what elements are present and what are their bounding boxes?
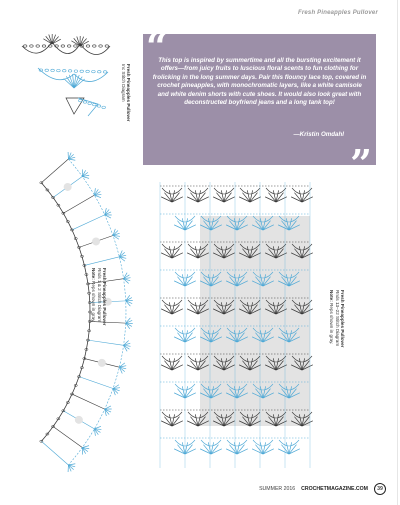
dc-stitch: [41, 441, 68, 465]
dc-stitch: [172, 197, 183, 202]
chain-stitch: [68, 70, 72, 72]
chain-stitch: [105, 45, 109, 47]
chain-stitch: [86, 45, 90, 47]
chain-stitch: [102, 106, 106, 108]
dc-stitch: [88, 340, 124, 345]
dc-stitch: [276, 197, 287, 202]
dc-stitch: [263, 449, 274, 454]
issue-label: SUMMER 2016: [259, 486, 296, 492]
chain-stitch: [74, 45, 78, 47]
dc-stitch: [185, 393, 196, 398]
chain-stitch: [99, 45, 103, 47]
page-footer: [259, 483, 386, 495]
chain-stitch: [86, 70, 90, 72]
chain-stitch: [92, 45, 96, 47]
chain-stitch: [97, 71, 101, 73]
page-number: 39: [374, 483, 386, 495]
chain-stitch: [80, 70, 84, 72]
rep-shading: [75, 416, 83, 424]
dc-stitch: [79, 377, 113, 389]
page-gutter-line: [397, 0, 398, 505]
chain-stitch: [40, 440, 43, 442]
dc-stitch: [63, 195, 94, 213]
open-quote-icon: “: [146, 24, 168, 69]
caption-title: Fresh Pineapples Pullover: [102, 268, 107, 326]
rep-shading: [92, 237, 100, 245]
running-header: Fresh Pineapples Pullover: [297, 10, 378, 16]
foundation-ring: [41, 183, 90, 441]
dc-stitch: [172, 309, 183, 314]
dc-stitch: [211, 449, 222, 454]
inc-stitch-diagram: [18, 28, 130, 128]
dc-stitch: [198, 197, 209, 202]
pull-quote-box: [143, 24, 376, 186]
chain-stitch: [92, 70, 96, 72]
dc-stitch: [172, 365, 183, 370]
chain-stitch: [30, 45, 34, 47]
dc-stitch: [185, 281, 196, 286]
chain-stitch: [40, 182, 43, 184]
chain-stitch: [62, 70, 66, 72]
caption-note-label: Note:: [91, 268, 97, 280]
chain-stitch: [93, 103, 97, 105]
chain-arch: [22, 42, 110, 55]
chain-stitch: [23, 45, 27, 47]
dc-stitch: [185, 449, 196, 454]
pull-quote-author: —Kristin Omdahl: [293, 131, 344, 138]
dc-stitch: [72, 215, 105, 230]
dc-stitch: [80, 38, 87, 46]
chain-stitch: [57, 69, 61, 71]
chain-stitch: [103, 71, 107, 73]
chain-stitch: [42, 45, 46, 47]
chain-stitch: [45, 69, 49, 71]
chain-arch: [78, 98, 98, 116]
chain-stitch: [79, 99, 83, 101]
inc-stitch-caption: [120, 64, 131, 121]
dc-stitch: [172, 253, 183, 258]
dc-stitch: [185, 337, 196, 342]
chain-stitch: [88, 102, 92, 104]
dc-stitch: [224, 197, 235, 202]
dc-stitch: [52, 36, 59, 44]
dc-stitch: [289, 449, 300, 454]
dc-stitch: [46, 36, 52, 44]
caption-subtitle: Rnds 13–22 Stitch Diagram: [334, 290, 340, 347]
caption-subtitle: Inc Stitch Diagram: [120, 64, 126, 102]
pull-quote-text: This top is inspired by summertime and all the bursting excitement it offers—from juicy fruits to luscious floral scents to fun clothing for frolicking in the long summer days. Pair this flouncy lace top, covered in crochet pineapples, with monochromatic layers, like a white camisole and white denim shorts with cute shoes. It would also look great with deconstructed boyfriend jeans and a long tank top!: [152, 57, 367, 107]
dc-stitch: [84, 257, 119, 266]
inc-marker: [66, 98, 84, 114]
dc-stitch: [53, 427, 82, 448]
dc-stitch: [72, 394, 105, 409]
caption-title: Fresh Pineapples Pullover: [126, 64, 131, 122]
chain-stitch: [61, 45, 65, 47]
dc-stitch: [250, 197, 261, 202]
dc-stitch: [41, 159, 68, 183]
chain-stitch: [67, 45, 71, 47]
chain-stitch: [74, 70, 78, 72]
rep-shading: [98, 359, 106, 367]
caption-note: Reps shown in gray.: [329, 303, 335, 345]
chain-stitch: [36, 45, 40, 47]
dc-stitch: [105, 215, 111, 218]
dc-stitch: [172, 421, 183, 426]
caption-note: Reps shown in gray.: [91, 281, 97, 323]
dc-stitch: [185, 225, 196, 230]
rnds-13-22-caption: [329, 290, 345, 347]
rnds-13-22-stitch-diagram: [160, 176, 310, 476]
chain-stitch: [97, 105, 101, 107]
website-label: CROCHETMAGAZINE.COM: [301, 486, 368, 492]
rep-shading: [64, 183, 72, 191]
dc-stitch: [302, 197, 313, 202]
caption-subtitle: Rnds 1 & 2 Stitch Diagram: [96, 268, 102, 323]
caption-title: Fresh Pineapples Pullover: [340, 290, 345, 348]
dc-stitch: [237, 449, 248, 454]
rnds-1-2-caption: [91, 268, 107, 325]
rnds-1-2-stitch-diagram: [34, 148, 142, 476]
caption-note-label: Note:: [329, 290, 335, 302]
dc-stitch: [82, 176, 89, 178]
chain-stitch: [51, 69, 55, 71]
close-quote-icon: ”: [350, 141, 372, 186]
chain-stitch: [83, 101, 87, 103]
